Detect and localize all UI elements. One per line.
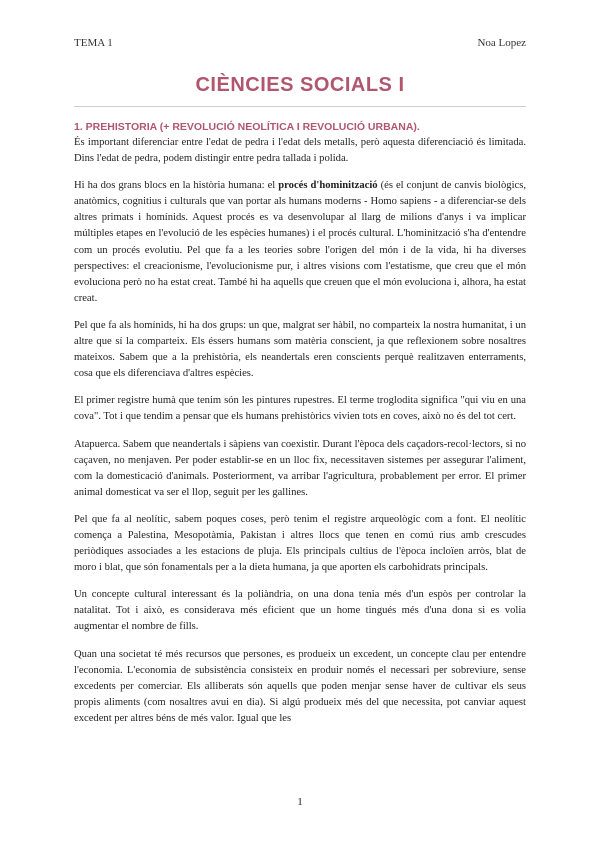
paragraph-2 [74, 178, 526, 307]
paragraph-2-rest: (és el conjunt de canvis biològics, anatòmics, cognitius i culturals que van portar als humans moderns - Homo sapiens - a diferenciar-se dels altres primats i homínids. Aquest procés es va desenvolupar al llarg de milions d'anys i va implicar múltiples etapes en l'evolució de les espècies humanes) i el procés cultural. L'hominització s'ha d'entendre com un procés evolutiu. Pel que fa a les teories sobre l'origen del món i de la vida, hi ha diverses perspectives: el creacionisme, l'evolucionisme pur, i altres visions com l'estatisme, que creu que el món evoluciona però no ha estat creat. També hi ha aquells que creuen que el món evoluciona i, alhora, ha estat creat. [74, 180, 526, 304]
paragraph-8: Quan una societat té més recursos que persones, es produeix un excedent, un concepte clau per entendre l'economia. L'economia de subsistència consisteix en produir només el necessari per sobreviure, sense excedents per comerciar. Els alliberats són aquells que poden menjar sense haver de cultivar els seus propis aliments (com nosaltres avui en dia). Si algú produeix més del que necessita, pot canviar aquest excedent per altres béns de més valor. Igual que les [74, 648, 526, 724]
paragraph-5: Atapuerca. Sabem que neandertals i sàpiens van coexistir. Durant l'època dels caçadors-recol·lectors, si no caçaven, no menjaven. Per poder establir-se en un lloc fix, necessitaven sistemes per assegurar l'aliment, com la domesticació d'animals. Posteriorment, va arribar l'agricultura, probablement per error. El primer animal domesticat va ser el llop, seguit per les gallines. [74, 438, 526, 498]
header-author: Noa Lopez [477, 37, 526, 49]
title-divider [74, 106, 526, 107]
page-number: 1 [297, 796, 303, 808]
document-body [74, 121, 526, 738]
paragraph-4: El primer registre humà que tenim són les pintures rupestres. El terme troglodita significa "qui viu en una cova". Tot i que tendim a pensar que els humans prehistòrics vivien tots en coves, això no és del tot cert. [74, 395, 526, 423]
paragraph-2-intro: Hi ha dos grans blocs en la història humana: el [74, 180, 279, 192]
section-heading: 1. PREHISTORIA (+ REVOLUCIÓ NEOLÍTICA I REVOLUCIÓ URBANA). [74, 121, 420, 133]
bold-term-hominitzacio: procés d'hominització [278, 180, 378, 192]
paragraph-1: És important diferenciar entre l'edat de pedra i l'edat dels metalls, però aquesta diferenciació és limitada. Dins l'edat de pedra, podem distingir entre pedra tallada i polida. [74, 137, 526, 165]
paragraph-7: Un concepte cultural interessant és la poliàndria, on una dona tenia més d'un espòs per controlar la natalitat. Tot i això, es considerava més eficient que un home tingués més d'una dona si es volia augmentar el nombre de fills. [74, 589, 526, 633]
paragraph-6: Pel que fa al neolític, sabem poques coses, però tenim el registre arqueològic com a font. El neolític comença a Palestina, Mesopotàmia, Pakistan i altres llocs que tenen en comú rius amb crescudes periòdiques associades a les estacions de pluja. Els principals cultius de l'època incloïen arròs, blat de moro i blat, que són fonamentals per a la dieta humana, ja que aporten els carbohidrats principals. [74, 513, 526, 574]
paragraph-3: Pel que fa als homínids, hi ha dos grups: un que, malgrat ser hàbil, no comparteix la nostra humanitat, i un altre que sí la comparteix. Els éssers humans som matèria conscient, ja que reflexionem sobre nosaltres mateixos. Sabem que a la prehistòria, els neandertals eren conscients perquè realitzaven enterraments, cosa que els diferenciava d'altres espècies. [74, 319, 526, 380]
header-topic: TEMA 1 [74, 37, 113, 49]
page-title: CIÈNCIES SOCIALS I [195, 74, 405, 96]
